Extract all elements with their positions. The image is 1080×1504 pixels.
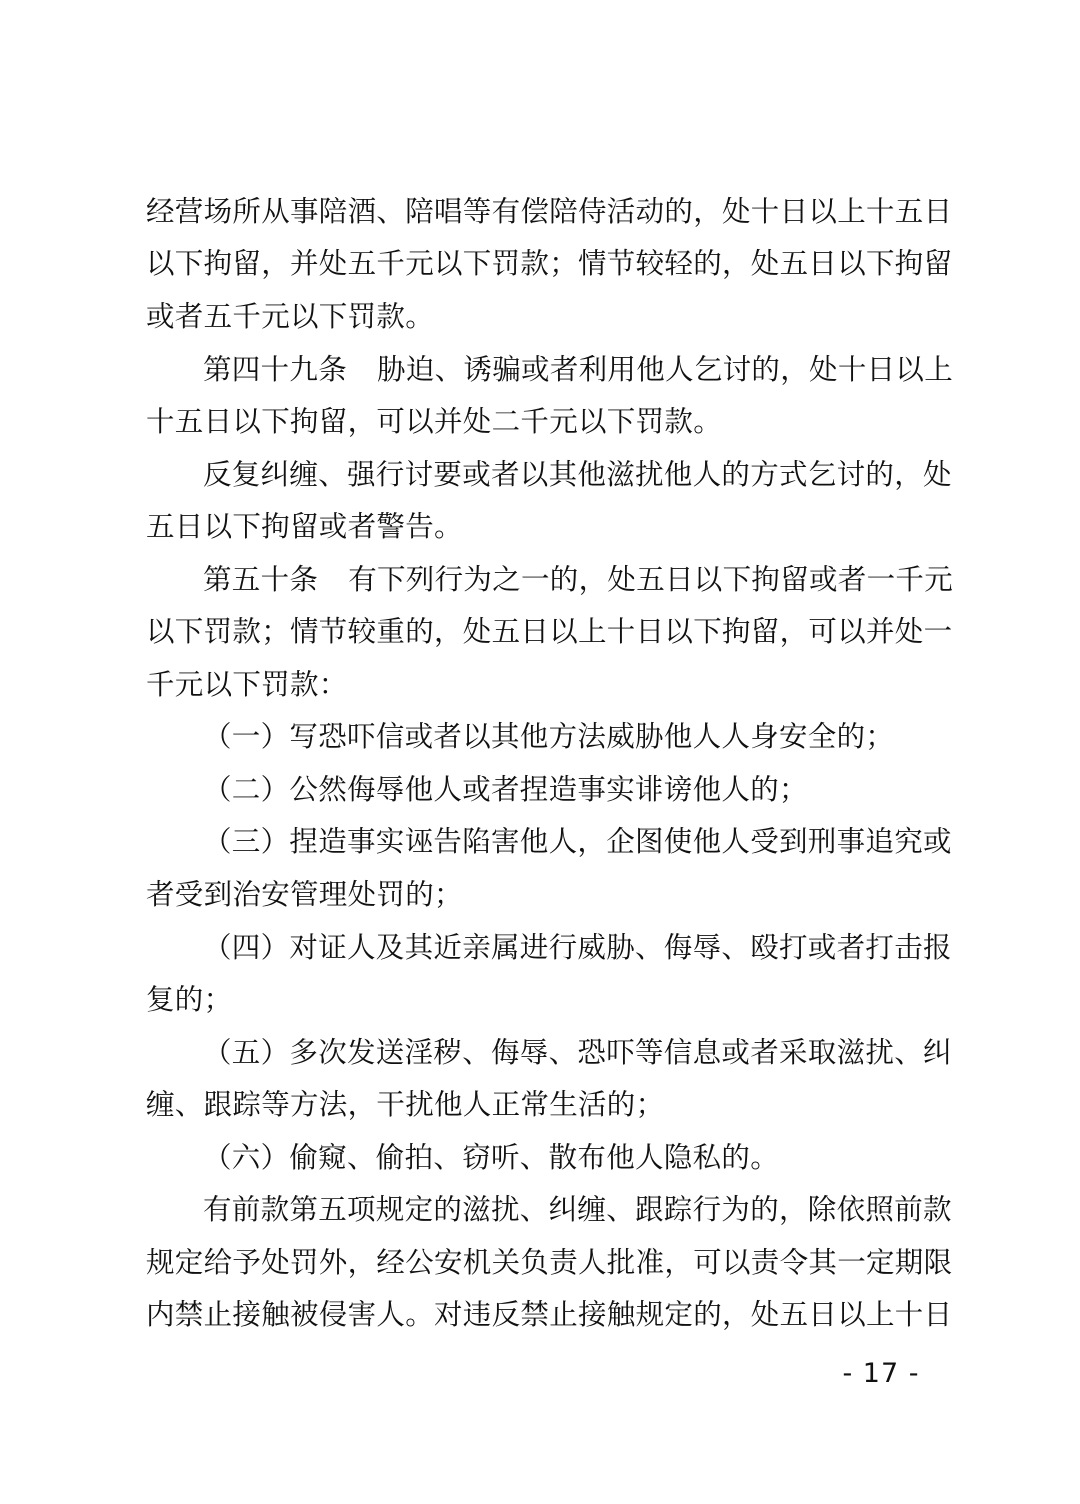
article-50-text: 有下列行为之一的，处五日以下拘留或者一千元 [348, 563, 954, 596]
list-item-4-line-1: （四）对证人及其近亲属进行威胁、侮辱、殴打或者打击报 [203, 931, 952, 964]
text-line-2: 以下拘留，并处五千元以下罚款；情节较轻的，处五日以下拘留 [146, 247, 953, 280]
article-49-heading: 第四十九条 [203, 353, 348, 386]
list-item-2: （二）公然侮辱他人或者捏造事实诽谤他人的； [203, 773, 808, 806]
text-line-6: 反复纠缠、强行讨要或者以其他滋扰他人的方式乞讨的，处 [203, 458, 952, 491]
text-line-1: 经营场所从事陪酒、陪唱等有偿陪侍活动的，处十日以上十五日 [146, 195, 953, 228]
list-item-5-line-1: （五）多次发送淫秽、侮辱、恐吓等信息或者采取滋扰、纠 [203, 1036, 952, 1069]
article-49-line [203, 350, 954, 390]
article-50-line [203, 560, 954, 600]
text-line-3: 或者五千元以下罚款。 [146, 300, 435, 333]
list-item-3-line-2: 者受到治安管理处罚的； [146, 878, 463, 911]
list-item-4-line-2: 复的； [146, 983, 233, 1016]
page-number: - 17 - [842, 1358, 920, 1389]
list-item-1: （一）写恐吓信或者以其他方法威胁他人人身安全的； [203, 720, 895, 753]
text-line-5: 十五日以下拘留，可以并处二千元以下罚款。 [146, 405, 723, 438]
list-item-3-line-1: （三）捏造事实诬告陷害他人，企图使他人受到刑事追究或 [203, 825, 952, 858]
text-line-22: 内禁止接触被侵害人。对违反禁止接触规定的，处五日以上十日 [146, 1298, 953, 1331]
text-line-9: 以下罚款；情节较重的，处五日以上十日以下拘留，可以并处一 [146, 615, 953, 648]
article-50-heading: 第五十条 [203, 563, 319, 596]
article-49-text: 胁迫、诱骗或者利用他人乞讨的，处十日以上 [377, 353, 954, 386]
text-line-7: 五日以下拘留或者警告。 [146, 510, 463, 543]
text-line-10: 千元以下罚款： [146, 668, 348, 701]
list-item-5-line-2: 缠、跟踪等方法，干扰他人正常生活的； [146, 1088, 665, 1121]
text-line-21: 规定给予处罚外，经公安机关负责人批准，可以责令其一定期限 [146, 1246, 953, 1279]
text-line-20: 有前款第五项规定的滋扰、纠缠、跟踪行为的，除依照前款 [203, 1193, 952, 1226]
list-item-6: （六）偷窥、偷拍、窃听、散布他人隐私的。 [203, 1141, 780, 1174]
